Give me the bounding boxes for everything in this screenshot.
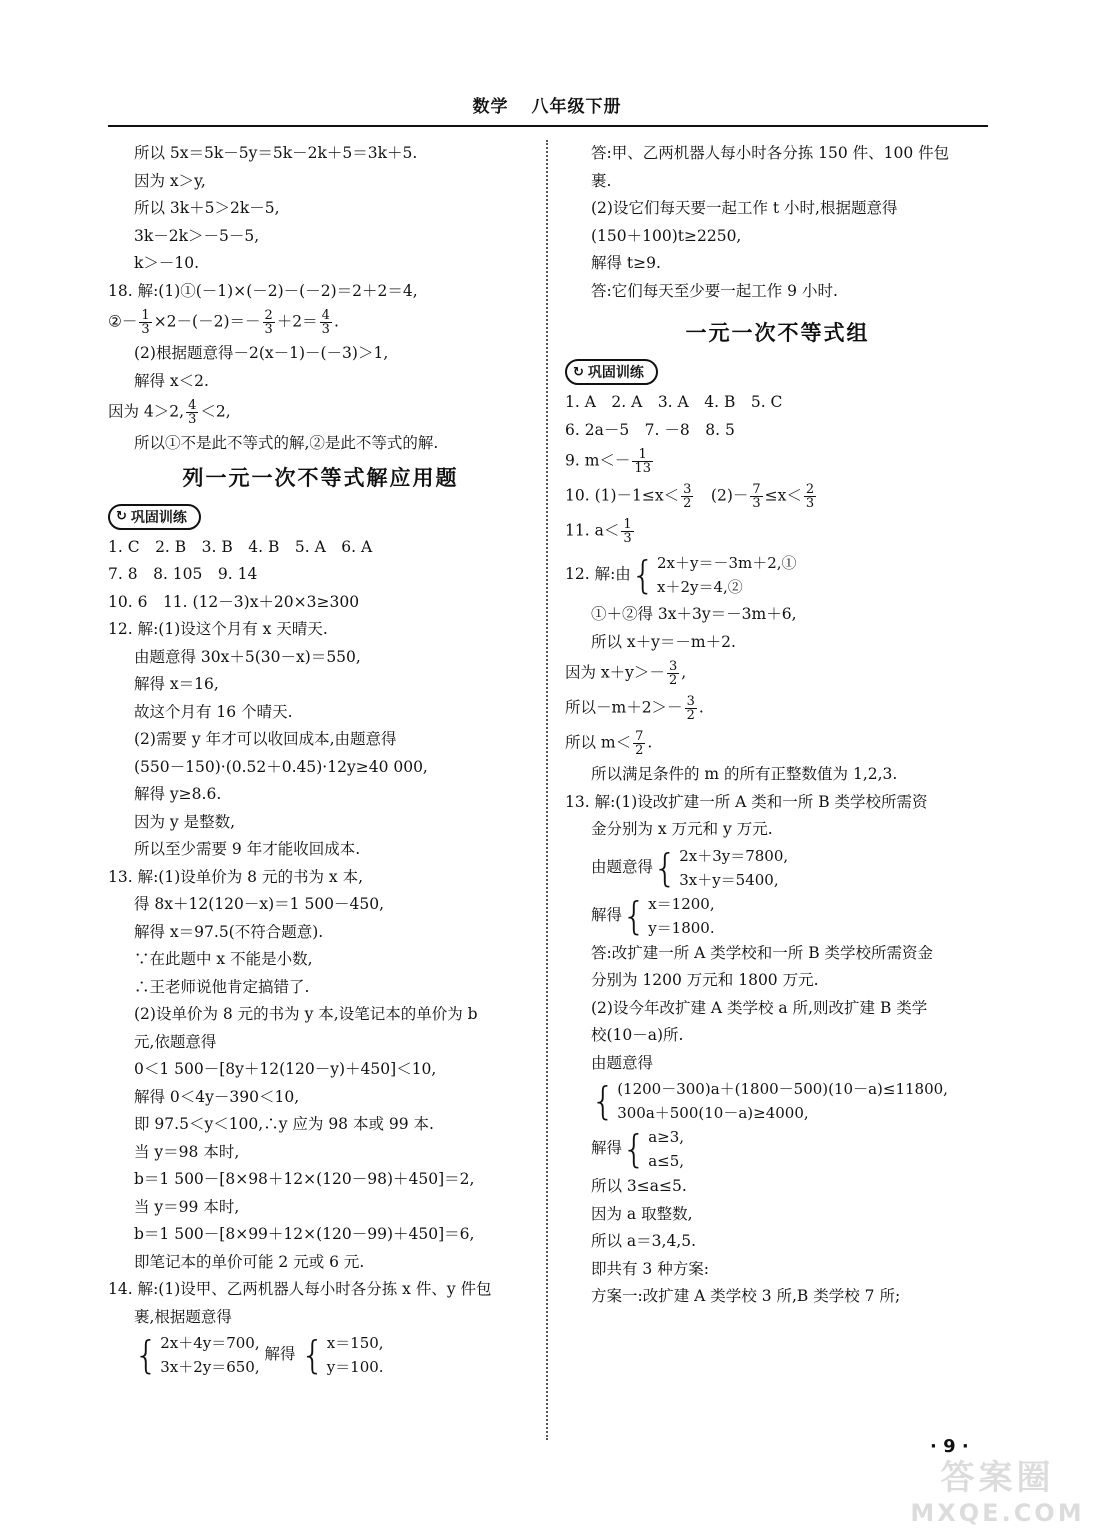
math-line — [108, 305, 533, 340]
text-part: ≤x＜ — [764, 486, 802, 505]
fraction — [139, 309, 151, 336]
arrow-icon: ↻ — [116, 509, 127, 524]
equation: 2x＋3y＝7800, — [679, 846, 789, 865]
text-line: 即笔记本的单价可能 2 元或 6 元. — [134, 1252, 365, 1271]
watermark-logo — [905, 1458, 1090, 1534]
equation-system-line — [565, 892, 990, 940]
denominator: 2 — [686, 708, 695, 723]
text-line: 解得 x＝16, — [134, 675, 219, 693]
tag-label: 巩固训练 — [130, 509, 187, 526]
text-line: 当 y＝98 本时, — [134, 1142, 240, 1161]
numerator: 4 — [188, 398, 197, 413]
math-line — [108, 395, 533, 430]
text-line: 解得 x＜2. — [134, 371, 209, 390]
text-line: 元,依题意得 — [134, 1032, 217, 1051]
text-line: ∴王老师说他肯定搞错了. — [134, 977, 310, 996]
denominator: 3 — [264, 322, 273, 337]
text-line: ①＋②得 3x＋3y＝－3m＋6, — [591, 605, 797, 623]
text-line: 所以①不是此不等式的解,②是此不等式的解. — [134, 434, 439, 452]
arrow-icon: ↻ — [573, 364, 584, 380]
text-line: 因为 a 取整数, — [591, 1204, 693, 1223]
fraction — [621, 518, 633, 545]
text-line: (2)设单价为 8 元的书为 y 本,设笔记本的单价为 b — [134, 1005, 478, 1023]
denominator: 2 — [668, 673, 678, 688]
text-line: 所以 5x＝5k－5y＝5k－2k＋5＝3k＋5. — [134, 144, 418, 162]
equation-system — [134, 1331, 260, 1379]
numerator: 1 — [141, 308, 150, 323]
answer-line: 1. C 2. B 3. B 4. B 5. A 6. A — [108, 537, 373, 556]
text-line: 由题意得 30x＋5(30－x)＝550, — [134, 647, 361, 666]
text-line: 解得 t≥9. — [591, 254, 661, 272]
text-line: (2)需要 y 年才可以收回成本,由题意得 — [134, 730, 397, 748]
text-part: . — [698, 698, 704, 717]
text-line: 校(10－a)所. — [591, 1026, 684, 1044]
equation-system — [622, 1125, 684, 1173]
equation-system — [653, 844, 788, 892]
equation: x＋2y＝4,② — [657, 578, 743, 596]
numerator: 1 — [623, 517, 632, 532]
denominator: 3 — [141, 322, 150, 337]
fraction — [263, 309, 275, 336]
equation-system — [591, 1077, 948, 1125]
denominator: 13 — [634, 461, 651, 476]
fraction — [667, 660, 679, 687]
math-line — [565, 479, 990, 514]
text-line: (550－150)·(0.52＋0.45)·12y≥40 000, — [134, 757, 428, 776]
section-tag — [565, 359, 658, 385]
answer-line: 6. 2a－5 7. －8 8. 5 — [565, 420, 735, 439]
text-line: 裹,根据题意得 — [134, 1307, 232, 1326]
text-line: 解得 x＝97.5(不符合题意). — [134, 922, 324, 941]
text-part: ×2－(－2)＝－ — [153, 312, 261, 331]
text-line: 裹. — [591, 171, 612, 190]
text-part: ②－ — [108, 312, 138, 331]
answer-12: 12. 解:(1)设这个月有 x 天晴天. — [108, 620, 328, 638]
text-part: . — [333, 312, 339, 331]
text-line: 所以 x＋y＝－m＋2. — [591, 632, 736, 651]
math-line — [565, 444, 990, 479]
column-divider — [546, 140, 548, 1440]
text-line: 答:甲、乙两机器人每小时各分拣 150 件、100 件包 — [591, 144, 950, 162]
math-line — [565, 514, 990, 549]
numerator: 7 — [752, 482, 761, 497]
text-part: ＜2, — [200, 402, 231, 421]
grade-label: 八年级下册 — [531, 97, 622, 117]
section-tag — [108, 504, 201, 530]
equation: 2x＋y＝－3m＋2,① — [657, 554, 797, 572]
text-line: 当 y＝99 本时, — [134, 1197, 240, 1216]
equation: 300a＋500(10－a)≥4000, — [617, 1104, 809, 1122]
text-line: 3k－2k＞－5－5, — [134, 226, 260, 245]
answer-13: 13. 解:(1)设改扩建一所 A 类和一所 B 类学校所需资 — [565, 792, 928, 811]
text-line: k＞－10. — [134, 254, 200, 272]
text-part: 所以 m＜ — [565, 733, 632, 752]
text-line: 因为 x＞y, — [134, 171, 206, 190]
equation-system-line — [108, 1331, 533, 1379]
page-header — [0, 92, 1094, 117]
text-line: 金分别为 x 万元和 y 万元. — [591, 820, 773, 838]
text-line: 分别为 1200 万元和 1800 万元. — [591, 971, 819, 989]
text-part: 11. a＜ — [565, 521, 620, 540]
brace-icon: { — [622, 893, 647, 938]
fraction — [320, 309, 332, 336]
fraction — [685, 695, 697, 722]
brace-icon: { — [622, 1127, 647, 1171]
text-line: 所以 3k＋5＞2k－5, — [134, 199, 280, 217]
text-line: (2)根据题意得－2(x－1)－(－3)＞1, — [134, 344, 389, 362]
text-part: . — [647, 733, 653, 752]
fraction — [750, 483, 762, 510]
equation-system — [301, 1331, 384, 1379]
text-line: 答:它们每天至少要一起工作 9 小时. — [591, 281, 838, 300]
text-line: 得 8x＋12(120－x)＝1 500－450, — [134, 895, 385, 913]
text-part: 解得 — [591, 1139, 623, 1157]
text-part: 解得 — [591, 905, 623, 924]
text-line: ∵在此题中 x 不能是小数, — [134, 950, 313, 968]
equation-system-line — [565, 844, 990, 892]
text-line: 0＜1 500－[8y＋12(120－y)＋450]＜10, — [134, 1060, 437, 1078]
text-line: 故这个月有 16 个晴天. — [134, 702, 293, 721]
equation: x＝1200, — [648, 894, 715, 913]
text-line: 所以 3≤a≤5. — [591, 1177, 687, 1195]
text-line: 答:改扩建一所 A 类学校和一所 B 类学校所需资金 — [591, 943, 934, 962]
fraction — [633, 730, 645, 757]
text-part: ＋2＝ — [276, 312, 318, 331]
text-line: (2)设今年改扩建 A 类学校 a 所,则改扩建 B 类学 — [591, 998, 928, 1017]
equation-system-line — [565, 1077, 990, 1125]
text-line: 解得 y≥8.6. — [134, 785, 222, 803]
fraction — [186, 399, 198, 426]
math-line — [565, 691, 990, 726]
answer-12: 12. 解:由 — [565, 565, 631, 583]
text-part: 由题意得 — [591, 857, 654, 876]
text-line: 因为 y 是整数, — [134, 812, 236, 831]
numerator: 1 — [632, 448, 653, 462]
numerator: 3 — [668, 659, 678, 674]
numerator: 2 — [264, 308, 273, 323]
denominator: 3 — [752, 496, 761, 511]
denominator: 3 — [805, 496, 815, 511]
subject-label: 数学 — [472, 97, 509, 117]
text-line: 方案一:改扩建 A 类学校 3 所,B 类学校 7 所; — [591, 1287, 901, 1305]
brace-icon: { — [630, 553, 655, 597]
denominator: 3 — [623, 531, 632, 546]
denominator: 2 — [635, 743, 644, 758]
answer-13: 13. 解:(1)设单价为 8 元的书为 x 本, — [108, 867, 363, 886]
text-line: b＝1 500－[8×99＋12×(120－99)＋450]＝6, — [134, 1225, 475, 1243]
numerator: 4 — [321, 308, 330, 323]
answer-line: 10. 6 11. (12－3)x＋20×3≥300 — [108, 592, 360, 611]
text-part: 因为 4＞2, — [108, 402, 185, 421]
fraction — [804, 483, 816, 510]
text-line: 即 97.5＜y＜100,∴y 应为 98 本或 99 本. — [134, 1115, 434, 1133]
equation-system-line — [565, 549, 990, 601]
equation: 3x＋2y＝650, — [160, 1358, 260, 1376]
equation: (1200－300)a＋(1800－500)(10－a)≤11800, — [617, 1080, 948, 1098]
numerator: 2 — [805, 482, 815, 497]
brace-icon: { — [653, 845, 678, 890]
text-line: 所以 a＝3,4,5. — [591, 1232, 697, 1250]
answer-line: 7. 8 8. 105 9. 14 — [108, 565, 258, 583]
equation: a≤5, — [648, 1152, 685, 1170]
text-part: 所以－m＋2＞－ — [565, 698, 683, 717]
brace-icon: { — [591, 1079, 616, 1123]
equation: a≥3, — [648, 1128, 685, 1146]
page-number: · 9 · — [930, 1436, 969, 1457]
text-line: (2)设它们每天要一起工作 t 小时,根据题意得 — [591, 199, 898, 217]
section-title: 列一元一次不等式解应用题 — [182, 465, 459, 490]
equation: 3x＋y＝5400, — [679, 870, 779, 889]
text-line: 所以至少需要 9 年才能收回成本. — [134, 840, 361, 858]
fraction — [681, 483, 693, 510]
text-part: 因为 x＋y＞－ — [565, 663, 665, 682]
equation: 2x＋4y＝700, — [160, 1334, 260, 1352]
equation-system-line — [565, 1125, 990, 1173]
denominator: 3 — [188, 412, 197, 427]
equation: y＝1800. — [648, 918, 715, 937]
brace-icon: { — [134, 1333, 159, 1377]
brace-icon: { — [300, 1333, 325, 1377]
text-line: 所以满足条件的 m 的所有正整数值为 1,2,3. — [591, 765, 898, 783]
text-part: , — [681, 663, 687, 682]
text-line: 由题意得 — [591, 1053, 654, 1072]
watermark-text: 答案圈 — [940, 1458, 1055, 1498]
denominator: 3 — [321, 322, 330, 337]
text-line: 解得 0＜4y－390＜10, — [134, 1087, 300, 1106]
text-line: (150＋100)t≥2250, — [591, 226, 742, 245]
equation: y＝100. — [326, 1358, 384, 1376]
answer-18: 18. 解:(1)①(－1)×(－2)－(－2)＝2＋2＝4, — [108, 281, 418, 300]
math-line — [565, 656, 990, 691]
text-part: 9. m＜－ — [565, 451, 631, 470]
text-line: b＝1 500－[8×98＋12×(120－98)＋450]＝2, — [134, 1170, 475, 1188]
text-line: 即共有 3 种方案: — [591, 1259, 709, 1278]
text-part: (2)－ — [695, 486, 749, 505]
answer-14: 14. 解:(1)设甲、乙两机器人每小时各分拣 x 件、y 件包 — [108, 1280, 492, 1298]
text-part: 解得 — [264, 1345, 296, 1363]
equation-system — [622, 892, 715, 940]
header-rule — [108, 125, 988, 127]
equation: x＝150, — [326, 1334, 384, 1352]
answer-line: 1. A 2. A 3. A 4. B 5. C — [565, 393, 783, 411]
numerator: 7 — [635, 729, 644, 744]
text-part: 10. (1)－1≤x＜ — [565, 486, 680, 505]
numerator: 3 — [686, 694, 695, 709]
tag-label: 巩固训练 — [587, 365, 644, 381]
equation-system — [631, 551, 797, 599]
math-line — [565, 726, 990, 761]
section-title: 一元一次不等式组 — [685, 321, 870, 345]
numerator: 3 — [683, 482, 692, 497]
watermark-url: MXQE.COM — [910, 1499, 1085, 1527]
right-column — [565, 140, 990, 1311]
left-column — [108, 140, 533, 1379]
fraction — [632, 448, 653, 475]
denominator: 2 — [683, 496, 692, 511]
